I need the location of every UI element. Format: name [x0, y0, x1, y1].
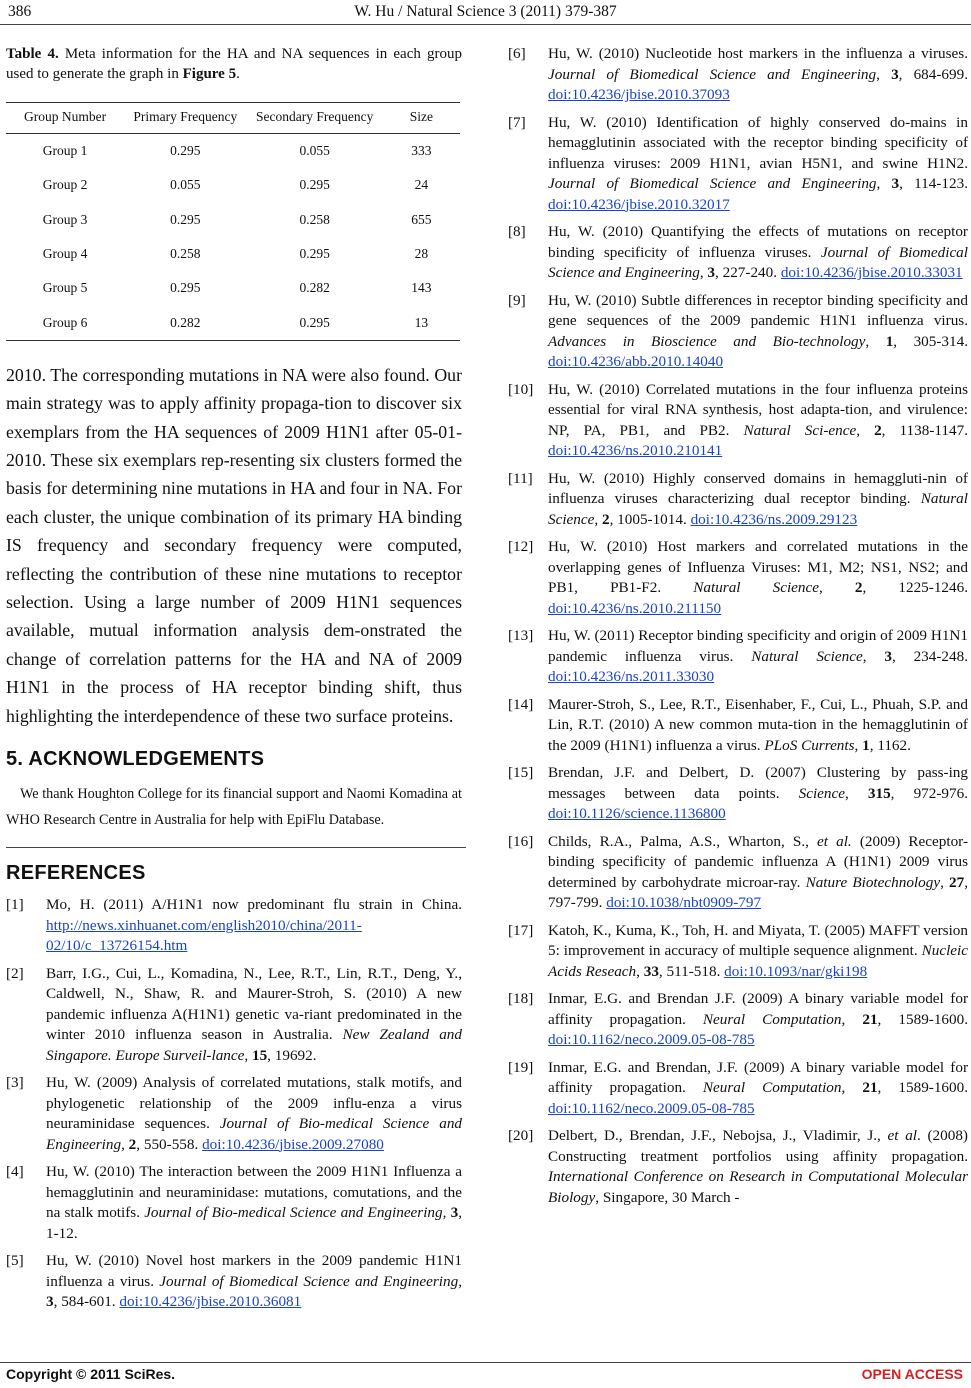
footer-rule	[0, 1362, 971, 1363]
reference-segment: ,	[856, 421, 875, 439]
table-cell: 333	[411, 143, 432, 159]
reference-volume: 33	[643, 962, 659, 980]
reference-text	[46, 1073, 462, 1155]
reference-item	[508, 537, 968, 619]
reference-item	[508, 380, 968, 462]
reference-text	[548, 469, 968, 531]
reference-volume: 27	[949, 873, 965, 891]
reference-segment: , 511-518.	[658, 962, 725, 980]
running-title: W. Hu / Natural Science 3 (2011) 379-387	[354, 3, 617, 20]
reference-text	[46, 1251, 462, 1313]
reference-segment: , 1589-1600.	[877, 1010, 969, 1028]
reference-segment: ,	[841, 1079, 863, 1096]
reference-source: PLoS Currents	[764, 736, 855, 754]
reference-segment: Hu, W. (2010) Correlated mutations in the four influenza proteins essential for viral RNA synthesis, host adapta-tion, and virulence: NP, PA, PB1, and PB2.	[548, 380, 968, 439]
col-header-secondary-frequency: Secondary Frequency	[247, 103, 383, 134]
reference-volume: 2	[128, 1135, 137, 1153]
acknowledgements-text: We thank Houghton College for its financial support and Naomi Komadina at WHO Research Centre in Australia for help with EpiFlu Database.	[6, 786, 462, 829]
reference-segment: ,	[594, 510, 602, 528]
table-row	[6, 271, 460, 305]
reference-volume: 1	[862, 736, 870, 754]
reference-volume: 3	[46, 1293, 54, 1311]
reference-volume: 3	[707, 264, 716, 281]
reference-number: [11]	[508, 469, 533, 487]
reference-link[interactable]: doi:10.4236/ns.2010.210141	[548, 442, 723, 459]
reference-segment: Barr, I.G., Cui, L., Komadina, N., Lee, R.T., Lin, R.T., Deng, Y., Caldwell, N., Shaw, R. and Maurer-Stroh, S. (2010) A new pandemic influenza A(H1N1) genetic va-riant predominated in the winter 2010 influenza season in Australia.	[46, 964, 462, 1044]
reference-volume: 3	[450, 1204, 459, 1222]
reference-item	[508, 113, 968, 216]
page-number: 386	[8, 3, 32, 20]
table-caption	[6, 44, 462, 84]
reference-text	[548, 1126, 968, 1208]
reference-text	[548, 113, 968, 216]
reference-list-left	[6, 895, 462, 1313]
table-cell: 13	[383, 305, 460, 340]
table-cell: 0.295	[170, 280, 201, 296]
reference-source: Journal of Biomedical Science and Engineering	[548, 243, 968, 281]
reference-segment: ,	[442, 1204, 451, 1222]
reference-segment: Inmar, E.G. and Brendan J.F. (2009) A binary variable model for affinity propagation.	[548, 990, 968, 1028]
reference-source: Journal of Bio-medical Science and Engineering	[46, 1115, 463, 1153]
reference-item	[6, 1162, 462, 1244]
table-cell: 28	[414, 246, 429, 262]
reference-number: [19]	[508, 1058, 534, 1076]
reference-segment: Hu, W. (2010) Nucleotide host markers in the influenza a viruses.	[548, 45, 968, 62]
reference-source: et al	[887, 1127, 918, 1144]
reference-segment: , 234-248.	[891, 647, 969, 665]
reference-volume: 2	[601, 510, 610, 528]
reference-source: Advances in Bioscience and Bio-technology	[548, 332, 866, 350]
reference-segment: Hu, W. (2010) Identification of highly conserved do-mains in hemagglutinin associated with the receptor binding specificity of influenza viruses: 2009 H1N1, avian H5N1, and swine H1N2.	[548, 113, 968, 172]
left-column	[6, 44, 462, 1320]
reference-segment: , 1225-1246.	[862, 579, 969, 596]
table-cell: Group 1	[42, 143, 88, 159]
table-header-row	[6, 103, 460, 134]
footer-copyright: Copyright © 2011 SciRes.	[6, 1366, 176, 1382]
reference-item	[508, 291, 968, 373]
reference-segment: , 305-314.	[893, 332, 969, 350]
reference-source: Journal of Biomedical Science and Engineering	[548, 175, 877, 192]
table-row	[6, 203, 460, 237]
reference-volume: 3	[884, 647, 892, 665]
reference-item	[508, 832, 968, 914]
reference-number: [8]	[508, 223, 526, 240]
reference-volume: 1	[885, 332, 894, 350]
reference-text	[46, 964, 462, 1067]
table-cell: 143	[411, 280, 432, 296]
reference-text	[46, 895, 462, 957]
reference-number: [9]	[508, 291, 526, 309]
reference-segment: ,	[876, 65, 892, 83]
table-row	[6, 305, 460, 340]
reference-item	[6, 1073, 462, 1155]
reference-segment: ,	[636, 962, 644, 980]
table-cell: 0.282	[124, 305, 247, 340]
right-column	[508, 44, 968, 1215]
reference-segment: ,	[940, 873, 950, 891]
reference-segment: , 1138-1147.	[881, 421, 968, 439]
reference-source: Natural Science	[751, 647, 863, 665]
reference-segment: , 1005-1014.	[609, 510, 691, 528]
table-caption-text: Meta information for the HA and NA sequences in each group used to generate the graph in	[6, 46, 463, 82]
reference-source: Neural Computation	[702, 1010, 842, 1028]
reference-link[interactable]: doi:10.4236/jbise.2010.36081	[119, 1293, 302, 1311]
reference-text	[548, 695, 968, 757]
reference-link[interactable]: doi:10.4236/ns.2011.33030	[548, 668, 715, 685]
reference-text	[548, 921, 968, 983]
reference-segment: , 114-123.	[899, 175, 969, 192]
reference-link[interactable]: doi:10.4236/jbise.2010.33031	[780, 264, 963, 281]
reference-volume: 3	[891, 175, 900, 192]
body-paragraph: 2010. The corresponding mutations in NA were also found. Our main strategy was to apply affinity propaga-tion to discover six exemplars from the HA sequences of 2009 H1N1 after 05-01-2010. These six exemplars rep-resenting six clusters formed the basis for determining nine mutations in HA and four in NA. For each cluster, the unique combination of its primary HA binding IS frequency and secondary frequency were computed, reflecting the contribution of these nine mutations to receptor selection. Using a large number of 2009 H1N1 sequences available, mutual information analysis dem-onstrated the change of correlation patterns for the HA and NA of 2009 H1N1 in the process of HA receptor binding shift, thus highlighting the interdependence of these two surface proteins.	[6, 364, 462, 726]
reference-source: New Zealand and Singapore. Europe Surveil-lance	[46, 1026, 462, 1064]
col-header-group-number: Group Number	[6, 103, 124, 134]
reference-source: Natural Science	[693, 579, 819, 596]
reference-segment: Mo, H. (2011) A/H1N1 now predominant flu strain in China.	[46, 896, 462, 914]
table-cell: 0.055	[170, 177, 201, 193]
reference-item	[508, 626, 968, 688]
reference-segment: , 1589-1600.	[877, 1079, 969, 1096]
reference-text	[548, 763, 968, 825]
reference-segment: ,	[841, 1010, 863, 1028]
reference-link[interactable]: doi:10.1162/neco.2009.05-08-785	[548, 1031, 755, 1048]
reference-source: Journal of Bio-medical Science and Engineering	[144, 1204, 443, 1222]
table-cell: 0.295	[247, 305, 383, 340]
reference-volume: 15	[251, 1046, 268, 1064]
reference-link[interactable]: doi:10.4236/abb.2010.14040	[548, 353, 724, 370]
reference-number: [6]	[508, 45, 526, 62]
acknowledgements-heading: 5. ACKNOWLEDGEMENTS	[6, 748, 265, 771]
reference-item	[508, 695, 968, 757]
reference-segment: , 550-558.	[136, 1135, 203, 1153]
table-cell: 0.295	[299, 177, 330, 193]
table-cell: Group 4	[42, 246, 88, 262]
reference-source: International Conference on Research in Computational Molecular Biology	[548, 1168, 968, 1206]
reference-segment: Brendan, J.F. and Delbert, D. (2007) Clustering by pass-ing messages between data points.	[548, 764, 968, 802]
reference-segment: Maurer-Stroh, S., Lee, R.T., Eisenhaber, F., Cui, L., Phuah, S.P. and Lin, R.T. (2010) A new common muta-tion in the hemagglutinin of the 2009 (H1N1) influenza a virus.	[548, 695, 968, 754]
reference-segment: ,	[819, 579, 855, 596]
table-row	[6, 134, 460, 169]
reference-item	[6, 964, 462, 1067]
col-header-primary-frequency: Primary Frequency	[124, 103, 247, 134]
table-cell: 0.055	[299, 143, 330, 159]
reference-item	[508, 1058, 968, 1120]
reference-number: [20]	[508, 1127, 534, 1144]
reference-segment: Delbert, D., Brendan, J.F., Nebojsa, J., Vladimir, J.,	[548, 1127, 888, 1144]
reference-source: Journal of Biomedical Science and Engineering	[548, 65, 877, 83]
reference-item	[508, 222, 968, 284]
table-cell: 0.295	[299, 246, 330, 262]
meta-table	[6, 102, 460, 341]
table-cell: 0.295	[170, 143, 201, 159]
reference-segment: ,	[862, 647, 885, 665]
reference-item	[508, 921, 968, 983]
table-cell: Group 5	[42, 280, 88, 296]
reference-text	[548, 44, 968, 106]
table-caption-end: .	[236, 66, 240, 82]
table-row	[6, 168, 460, 202]
reference-segment: Hu, W. (2010) Highly conserved domains in hemaggluti-nin of influenza viruses characterizing dual receptor binding.	[548, 469, 968, 507]
reference-text	[548, 1058, 968, 1120]
reference-item	[508, 989, 968, 1051]
reference-number: [7]	[508, 113, 526, 131]
table-cell: 0.282	[299, 280, 330, 296]
reference-number: [13]	[508, 627, 534, 644]
reference-number: [10]	[508, 380, 534, 398]
reference-segment: ,	[876, 175, 892, 192]
reference-number: [18]	[508, 990, 534, 1007]
reference-text	[548, 989, 968, 1051]
reference-segment: ,	[854, 736, 863, 754]
reference-link[interactable]: doi:10.4236/jbise.2010.32017	[548, 195, 730, 213]
reference-volume: 21	[862, 1010, 878, 1028]
reference-segment: Hu, W. (2010) Quantifying the effects of mutations on receptor binding specificity of influenza viruses.	[548, 223, 968, 261]
reference-source: Neural Computation	[702, 1079, 842, 1096]
table-cell: Group 3	[42, 211, 88, 227]
reference-link[interactable]: doi:10.4236/ns.2010.211150	[548, 599, 722, 617]
reference-item	[6, 895, 462, 957]
reference-source: Nature Biotechnology	[805, 873, 941, 891]
reference-source: Natural Sci-ence	[743, 421, 857, 439]
reference-segment: Hu, W. (2010) Subtle differences in receptor binding specificity and gene sequences of the 2009 pandemic H1N1 influenza virus.	[548, 291, 968, 329]
reference-number: [4]	[6, 1163, 24, 1181]
reference-item	[508, 763, 968, 825]
reference-source: et al.	[817, 832, 852, 850]
header-rule	[0, 24, 971, 25]
reference-number: [15]	[508, 764, 534, 781]
reference-segment: Hu, W. (2010) Novel host markers in the 2009 pandemic H1N1 influenza a virus.	[46, 1252, 462, 1290]
reference-segment: , 1162.	[869, 736, 911, 754]
reference-link[interactable]: doi:10.1038/nbt0909-797	[606, 894, 762, 911]
table-caption-label: Table 4.	[6, 46, 59, 62]
reference-segment: ,	[844, 784, 868, 802]
reference-number: [12]	[508, 538, 534, 555]
reference-text	[548, 832, 968, 914]
reference-link[interactable]: doi:10.4236/jbise.2009.27080	[202, 1135, 384, 1153]
table-row	[6, 237, 460, 271]
reference-source: Nucleic Acids Reseach	[548, 942, 968, 980]
reference-volume: 315	[867, 784, 891, 802]
reference-item	[6, 1251, 462, 1313]
table-cell: Group 2	[42, 177, 88, 193]
reference-segment: Hu, W. (2009) Analysis of correlated mutations, stalk motifs, and phylogenetic relationship of the 2009 influ-enza a virus neuraminidase sequences.	[46, 1074, 462, 1133]
reference-volume: 2	[874, 421, 882, 439]
reference-volume: 21	[862, 1079, 878, 1096]
reference-segment: ,	[699, 264, 708, 281]
reference-segment: ,	[121, 1135, 129, 1153]
reference-source: Journal of Biomedical Science and Engineering	[159, 1272, 459, 1290]
reference-segment: Katoh, K., Kuma, K., Toh, H. and Miyata, T. (2005) MAFFT version 5: improvement in accuracy of multiple sequence alignment.	[548, 921, 968, 959]
reference-segment: , 1-12.	[46, 1204, 462, 1242]
reference-text	[548, 626, 968, 688]
reference-volume: 2	[854, 579, 863, 596]
references-heading: REFERENCES	[6, 862, 146, 885]
reference-link[interactable]: doi:10.4236/jbise.2010.37093	[548, 86, 730, 103]
reference-item	[508, 44, 968, 106]
reference-number: [16]	[508, 832, 534, 850]
reference-link[interactable]: doi:10.1126/science.1136800	[548, 805, 726, 822]
table-cell: 24	[414, 177, 429, 193]
reference-segment: Hu, W. (2010) The interaction between the 2009 H1N1 Influenza a hemagglutinin and neuraminidase: mutations, comutations, and the na stalk motifs.	[46, 1163, 462, 1222]
reference-segment: , 19692.	[267, 1046, 317, 1064]
footer-open-access: OPEN ACCESS	[861, 1366, 963, 1382]
table-cell: 0.295	[170, 211, 201, 227]
reference-source: Natural Science	[548, 490, 968, 528]
reference-number: [2]	[6, 964, 24, 982]
reference-link[interactable]: doi:10.1162/neco.2009.05-08-785	[548, 1099, 755, 1117]
reference-volume: 3	[891, 65, 899, 83]
reference-item	[508, 1126, 968, 1208]
reference-segment: , 684-699.	[898, 65, 969, 83]
reference-list-right	[508, 44, 968, 1208]
reference-segment: , Singapore, 30 March -	[595, 1188, 740, 1206]
reference-item	[508, 469, 968, 531]
reference-segment: Hu, W. (2010) Host markers and correlated mutations in the overlapping genes of Influenza Viruses: M1, M2; NS1, NS2; and PB1, PB1-F2.	[548, 538, 968, 596]
reference-text	[548, 222, 968, 284]
reference-segment: . (2008) Constructing treatment portfolios using affinity propagation.	[548, 1127, 968, 1165]
table-cell: 0.258	[170, 246, 201, 262]
table-cell: Group 6	[6, 305, 124, 340]
reference-source: Science	[798, 784, 845, 802]
table-cell: 0.258	[299, 211, 330, 227]
reference-segment: , 797-799.	[548, 873, 968, 911]
reference-number: [5]	[6, 1252, 24, 1270]
reference-segment: Childs, R.A., Palma, A.S., Wharton, S.,	[548, 832, 818, 850]
reference-text	[548, 537, 968, 619]
reference-segment: Hu, W. (2011) Receptor binding specificity and origin of 2009 H1N1 pandemic influenza virus.	[548, 627, 968, 665]
reference-link[interactable]: doi:10.1093/nar/gki198	[724, 962, 868, 980]
reference-segment: ,	[244, 1046, 252, 1064]
section-separator	[6, 847, 466, 848]
reference-number: [17]	[508, 921, 534, 939]
reference-segment: Inmar, E.G. and Brendan, J.F. (2009) A binary variable model for affinity propagation.	[548, 1058, 968, 1096]
reference-text	[46, 1162, 462, 1244]
reference-number: [14]	[508, 695, 534, 713]
col-header-size: Size	[383, 103, 460, 134]
reference-segment: , 972-976.	[890, 784, 968, 802]
reference-segment: ,	[865, 332, 886, 350]
table-cell: 655	[411, 211, 432, 227]
reference-text	[548, 380, 968, 462]
reference-link[interactable]: doi:10.4236/ns.2009.29123	[690, 510, 858, 528]
reference-segment: , 227-240.	[715, 264, 781, 281]
reference-number: [3]	[6, 1074, 24, 1092]
reference-number: [1]	[6, 896, 24, 914]
reference-segment: , 584-601.	[53, 1293, 120, 1311]
reference-link[interactable]: http://news.xinhuanet.com/english2010/china/2011-02/10/c_13726154.htm	[46, 916, 362, 955]
reference-segment: ,	[458, 1272, 462, 1290]
reference-segment: (2009) Receptor-binding specificity of pandemic influenza A (H1N1) 2009 virus determined by carbohydrate microar-ray.	[548, 832, 968, 891]
reference-text	[548, 291, 968, 373]
table-caption-figure-ref: Figure 5	[182, 66, 237, 82]
